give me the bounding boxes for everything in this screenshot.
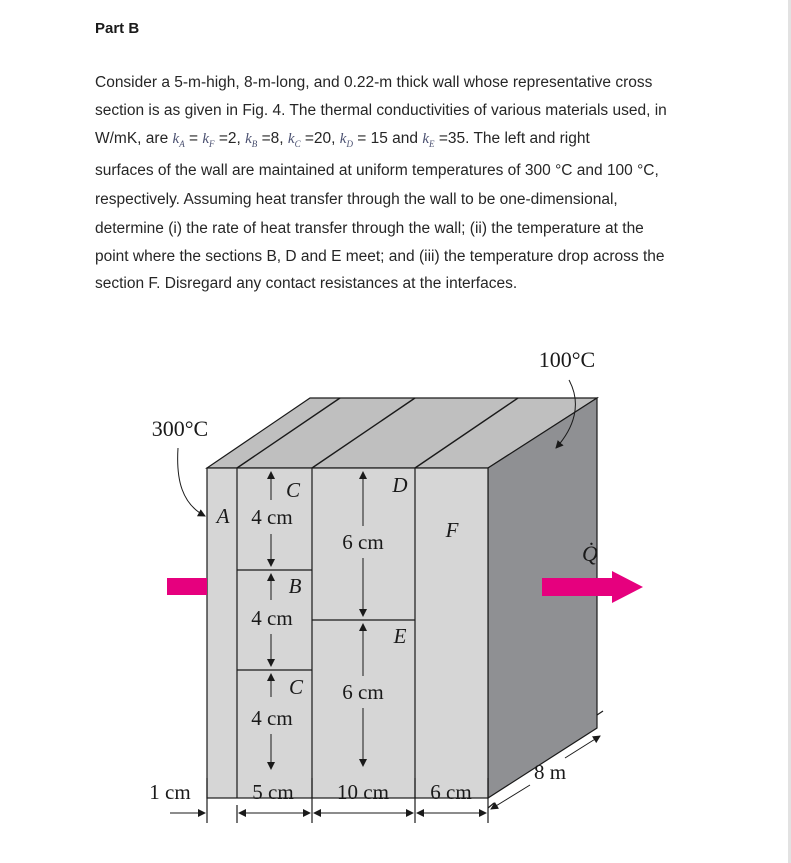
thickness-label-a: 1 cm — [149, 780, 191, 804]
problem-line-2: section is as given in Fig. 4. The thermal conductivities of various materials used, in — [95, 102, 667, 119]
value-af: =2, — [214, 130, 246, 147]
thickness-label-f: 6 cm — [430, 780, 472, 804]
height-label-d: 6 cm — [342, 530, 384, 554]
heat-inflow-arrow — [167, 578, 207, 595]
k-c-symbol: $k_C$ — [287, 131, 301, 149]
k-d-symbol: $k_D$ — [339, 131, 353, 149]
left-temperature-label: 300°C — [151, 416, 209, 441]
k-e-symbol: $k_E$ — [422, 131, 435, 149]
eq-sign: = — [184, 130, 203, 147]
problem-line-8: section F. Disregard any contact resistances at the interfaces. — [95, 275, 518, 292]
layer-label-c-bottom: C — [288, 675, 304, 699]
height-label-b: 4 cm — [251, 606, 293, 630]
problem-line-4: surfaces of the wall are maintained at uniform temperatures of 300 °C and 100 °C, — [95, 162, 659, 179]
value-e: =35. The left and right — [434, 130, 590, 147]
heat-rate-symbol: Q̇ — [582, 541, 598, 566]
k-f-symbol: $k_F$ — [202, 131, 215, 149]
value-d: = 15 and — [352, 130, 423, 147]
k-a-symbol: $k_A$ — [172, 131, 185, 149]
depth-tick-top — [597, 711, 603, 715]
layer-label-f: F — [445, 518, 459, 542]
thickness-label-bc: 5 cm — [252, 780, 294, 804]
problem-line-7: point where the sections B, D and E meet; and (iii) the temperature drop across the — [95, 248, 665, 265]
layer-label-e: E — [393, 624, 407, 648]
left-temp-leader-arrow — [178, 448, 205, 516]
k-b-symbol: $k_B$ — [245, 131, 258, 149]
layer-label-c-top: C — [285, 478, 301, 502]
wall-side-face — [488, 398, 597, 798]
value-b: =8, — [257, 130, 288, 147]
thickness-label-de: 10 cm — [337, 780, 389, 804]
layer-label-a: A — [216, 504, 230, 528]
line3-prefix: W/mK, are — [95, 130, 169, 147]
problem-line-1: Consider a 5-m-high, 8-m-long, and 0.22-m thick wall whose representative cross — [95, 74, 653, 91]
right-temperature-label: 100°C — [538, 347, 596, 372]
depth-label: 8 m — [533, 760, 567, 784]
layer-label-d: D — [392, 473, 408, 497]
height-label-c-top: 4 cm — [251, 505, 293, 529]
height-label-e: 6 cm — [342, 680, 384, 704]
layer-label-b: B — [288, 574, 302, 598]
height-label-c-bottom: 4 cm — [251, 706, 293, 730]
value-c: =20, — [300, 130, 340, 147]
problem-line-6: determine (i) the rate of heat transfer through the wall; (ii) the temperature at the — [95, 220, 644, 237]
part-heading: Part B — [95, 20, 140, 37]
problem-line-5: respectively. Assuming heat transfer through the wall to be one-dimensional, — [95, 191, 618, 208]
